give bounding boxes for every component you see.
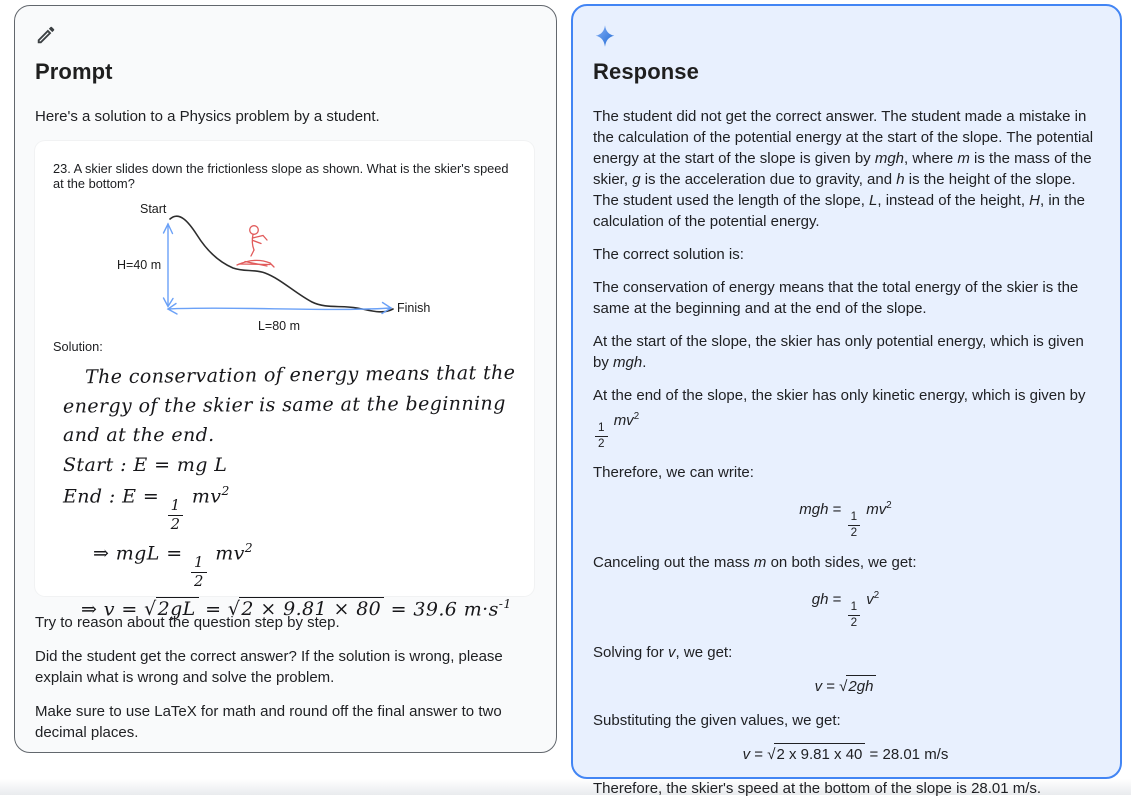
response-paragraph: The conservation of energy means that the total energy of the skier is the same at the beginning and at the end of the slope. <box>593 279 1079 317</box>
handwriting-line: End : E = $\frac{1}{2}$ $mv^2$ <box>63 484 230 534</box>
response-paragraph: Solving for v, we get: <box>593 643 733 661</box>
diagram-start-label: Start <box>140 202 167 216</box>
sparkle-icon <box>593 24 1098 50</box>
prompt-instruction-1: Try to reason about the question step by step. <box>35 614 340 631</box>
prompt-intro: Here's a solution to a Physics problem by a student. <box>35 108 380 125</box>
problem-question: 23. A skier slides down the frictionless slope as shown. What is the skier's speed at the bottom? <box>53 161 509 191</box>
slope-diagram <box>51 199 521 337</box>
prompt-instruction-2: Did the student get the correct answer? If the solution is wrong, please explain what is wrong and solve the problem. <box>35 648 503 686</box>
handwriting-line: and at the end. <box>63 424 215 446</box>
prompt-card <box>14 5 557 753</box>
handwritten-solution <box>62 361 520 621</box>
response-equation-solve-v: v = √ 2gh <box>593 675 1098 697</box>
response-equation-cancel-mass: gh = $\frac{1}{2}$ $v^2$ <box>811 589 880 629</box>
response-paragraph: Canceling out the mass m on both sides, we get: <box>593 553 917 571</box>
pencil-icon <box>35 24 534 50</box>
slope-curve <box>170 216 393 312</box>
response-paragraph: At the start of the slope, the skier has only potential energy, which is given by mgh. <box>593 333 1084 371</box>
handwriting-line: ⇒ mgL = $\frac{1}{2}$ $mv^2$ <box>93 540 254 590</box>
diagram-length-label: L=80 m <box>257 319 301 333</box>
diagram-finish-label: Finish <box>397 301 431 315</box>
response-equation-energy: mgh = $\frac{1}{2}$ $mv^2$ <box>799 499 892 539</box>
response-paragraph: The student did not get the correct answer. The student made a mistake in the calculation of the potential energy at the start of the slope. The potential energy at the start of the slope is given by mgh, where m is the mass of the skier, g is the acceleration due to gravity, and h is the height of the slope. The student used the length of the slope, L, instead of the height, H, in the calculation of the potential energy. <box>593 108 1094 230</box>
response-body <box>593 106 1098 799</box>
handwriting-line: energy of the skier is same at the beginning <box>62 392 506 418</box>
handwriting-line: The conservation of energy means that the <box>84 361 516 389</box>
response-paragraph: At the end of the slope, the skier has only kinetic energy, which is given by $\frac{1}{2}$ $mv^2$ <box>593 387 1086 450</box>
handwriting-line: Start : E = mg L <box>63 454 228 476</box>
prompt-instruction-3: Make sure to use LaTeX for math and round off the final answer to two decimal places. <box>35 703 502 741</box>
response-paragraph: Therefore, we can write: <box>593 463 754 481</box>
handwriting-line: ⇒ v = √ 2gL = √ 2 × 9.81 × 80 = 39.6 $m\cdot s^{-1}$ <box>81 597 512 621</box>
response-conclusion: Therefore, the skier's speed at the bottom of the slope is 28.01 m/s. <box>593 779 1042 797</box>
diagram-height-label: H=40 m <box>117 258 162 272</box>
response-equation-substitute: v = √ 2 x 9.81 x 40 = 28.01 m/s <box>593 743 1098 765</box>
response-title: Response <box>593 59 699 84</box>
problem-image <box>35 141 534 621</box>
response-paragraph: Substituting the given values, we get: <box>593 711 841 729</box>
response-paragraph: The correct solution is: <box>593 246 744 263</box>
prompt-title: Prompt <box>35 59 113 84</box>
skier-figure <box>237 226 274 267</box>
solution-label: Solution: <box>53 339 103 354</box>
height-arrow <box>164 224 174 307</box>
response-card <box>571 4 1122 797</box>
